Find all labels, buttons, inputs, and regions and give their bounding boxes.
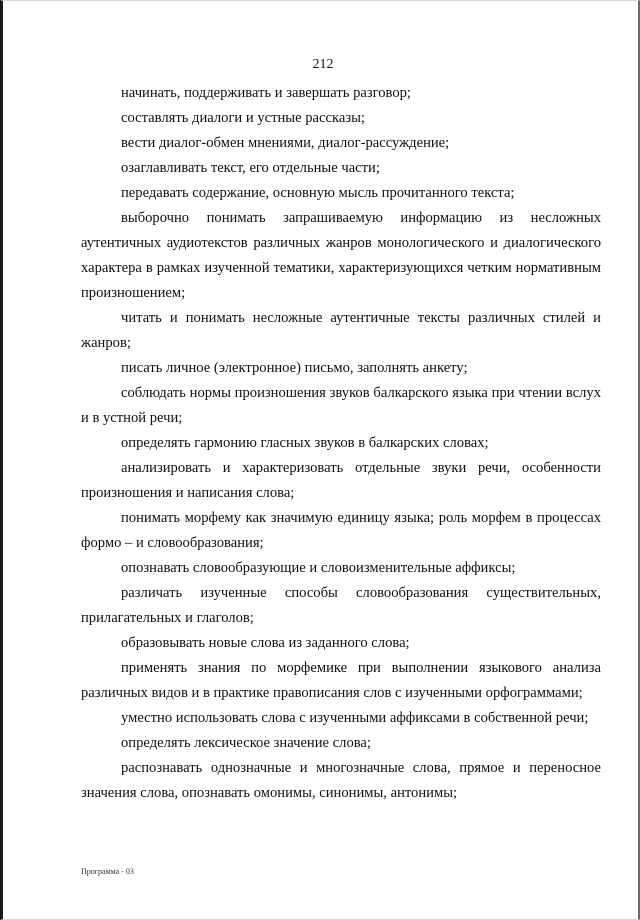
page-number: 212 (312, 57, 334, 72)
paragraph: понимать морфему как значимую единицу языка; роль морфем в процессах формо – и словообразования; (81, 510, 601, 551)
paragraph: выборочно понимать запрашиваемую информацию из несложных аутентичных аудиотекстов различных жанров монологического и диалогического характера в рамках изученной тематики, характеризующихся четким нормативным произношением; (81, 210, 601, 301)
paragraph: вести диалог-обмен мнениями, диалог-рассуждение; (121, 135, 450, 151)
paragraph: начинать, поддерживать и завершать разговор; (121, 85, 411, 101)
paragraph: читать и понимать несложные аутентичные тексты различных стилей и жанров; (81, 310, 601, 351)
paragraph: писать личное (электронное) письмо, заполнять анкету; (121, 360, 468, 376)
footer-label: Программа - 03 (81, 867, 134, 876)
document-body (81, 81, 601, 806)
paragraph: определять гармонию гласных звуков в балкарских словах; (121, 435, 489, 451)
paragraph: соблюдать нормы произношения звуков балкарского языка при чтении вслух и в устной речи; (81, 385, 601, 426)
paragraph: составлять диалоги и устные рассказы; (121, 110, 365, 126)
paragraph: уместно использовать слова с изученными аффиксами в собственной речи; (121, 710, 589, 726)
paragraph: образовывать новые слова из заданного слова; (121, 635, 410, 651)
paragraph: применять знания по морфемике при выполнении языкового анализа различных видов и в практике правописания слов с изученными орфограммами; (81, 660, 601, 701)
paragraph: опознавать словообразующие и словоизменительные аффиксы; (121, 560, 516, 576)
paragraph: передавать содержание, основную мысль прочитанного текста; (121, 185, 515, 201)
paragraph: распознавать однозначные и многозначные слова, прямое и переносное значения слова, опознавать омонимы, синонимы, антонимы; (81, 760, 601, 801)
paragraph: определять лексическое значение слова; (121, 735, 371, 751)
paragraph: озаглавливать текст, его отдельные части; (121, 160, 380, 176)
paragraph: различать изученные способы словообразования существительных, прилагательных и глаголов; (81, 585, 601, 626)
paragraph: анализировать и характеризовать отдельные звуки речи, особенности произношения и написания слова; (81, 460, 601, 501)
